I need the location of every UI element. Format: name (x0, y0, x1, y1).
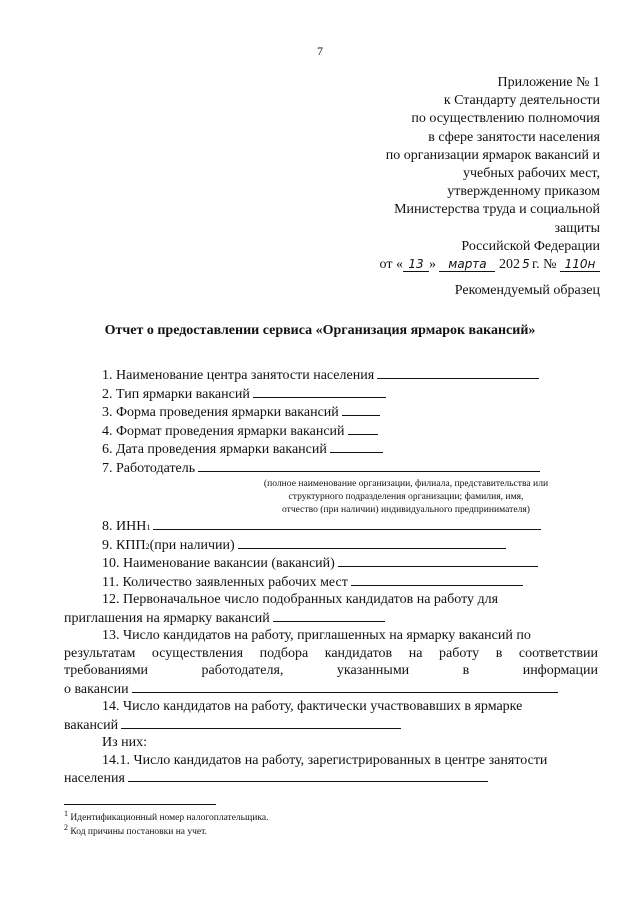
footnote-divider (64, 804, 216, 805)
report-form (64, 366, 598, 788)
form-item-label: населения (64, 771, 125, 786)
handwritten-order-number: 110н (560, 258, 600, 272)
blank-line (128, 769, 488, 782)
blank-line (121, 716, 401, 729)
form-item-14-line-1: 14. Число кандидатов на работу, фактически участвовавших в ярмарке (102, 699, 523, 714)
footnotes (64, 808, 269, 839)
appendix-line: Приложение № 1 (497, 75, 600, 90)
appendix-line: защиты (554, 220, 600, 236)
form-item-9: 9. КПП 2 (при наличии) (64, 536, 598, 555)
footnote-2 (64, 822, 268, 839)
form-item-label: 6. Дата проведения ярмарки вакансий (102, 442, 327, 457)
blank-line (348, 422, 378, 435)
order-year-prefix: 202 (498, 257, 520, 273)
form-item-6 (64, 440, 598, 459)
form-item-label: 7. Работодатель (102, 460, 196, 476)
order-close-quote: » (428, 257, 436, 273)
blank-line (351, 573, 523, 586)
blank-line (198, 459, 540, 472)
form-item-label: приглашения на ярмарку вакансий (64, 610, 270, 626)
appendix-line: учебных рабочих мест, (463, 166, 600, 182)
form-item-13-line-4 (64, 680, 598, 699)
form-item-label: 8. ИНН (102, 519, 147, 534)
blank-line (132, 680, 558, 693)
appendix-line: Министерства труда и социальной (394, 202, 600, 218)
form-item-4 (64, 422, 598, 441)
form-item-14-line-2 (64, 716, 598, 735)
form-item-label: 10. Наименование вакансии (вакансий) (102, 556, 335, 571)
form-item-label: 2. Тип ярмарки вакансий (102, 386, 250, 402)
blank-line (330, 440, 383, 453)
form-item-2 (64, 385, 598, 404)
blank-line (153, 517, 541, 530)
form-item-14-1-line-1: 14.1. Число кандидатов на работу, зарегистрированных в центре занятости (102, 752, 548, 768)
blank-line (238, 536, 506, 549)
appendix-line: в сфере занятости населения (428, 129, 600, 145)
form-item-12-line-1: 12. Первоначальное число подобранных кандидатов на работу для (102, 592, 499, 607)
handwritten-day: 13 (403, 258, 429, 272)
of-them-label: Из них: (102, 735, 148, 750)
footnote-1 (64, 808, 269, 825)
form-item-8: 8. ИНН 1 (64, 517, 598, 536)
form-item-label: 11. Количество заявленных рабочих мест (102, 574, 348, 590)
appendix-line: по осуществлению полномочия (411, 111, 600, 127)
form-item-label: 4. Формат проведения ярмарки вакансий (102, 423, 345, 439)
appendix-line: по организации ярмарок вакансий и (385, 147, 600, 163)
order-date-line (300, 256, 600, 274)
recommended-sample-label: Рекомендуемый образец (454, 283, 600, 298)
footnote-text: Код причины постановки на учет. (68, 827, 207, 837)
footnote-number: 1 (64, 808, 68, 818)
blank-line (342, 403, 380, 416)
form-item-label: вакансий (64, 717, 119, 733)
form-item-10 (64, 554, 598, 573)
page-number: 7 (317, 44, 323, 58)
appendix-line: Российской Федерации (461, 238, 600, 254)
employer-hint-line: (полное наименование организации, филиала, представительства или (263, 478, 549, 489)
order-prefix: от « (379, 257, 403, 273)
form-item-label: 1. Наименование центра занятости населения (102, 368, 375, 383)
appendix-line: утвержденному приказом (447, 184, 600, 200)
form-item-13-line-2: результатам осуществления подбора кандидатов на работу в соответствии (64, 645, 598, 661)
form-item-label-suffix: (при наличии) (149, 537, 235, 553)
appendix-header (300, 74, 600, 274)
appendix-line: к Стандарту деятельности (443, 93, 600, 109)
form-item-13-line-1: 13. Число кандидатов на работу, приглашенных на ярмарку вакансий по (102, 628, 531, 643)
handwritten-month: марта (439, 258, 495, 272)
order-year-suffix: г. № (531, 257, 557, 273)
footnote-text: Идентификационный номер налогоплательщика. (68, 813, 269, 823)
blank-line (273, 609, 385, 622)
report-title: Отчет о предоставлении сервиса «Организация ярмарок вакансий» (104, 323, 536, 338)
blank-line (338, 554, 538, 567)
footnote-number: 2 (64, 822, 68, 832)
form-item-1 (64, 366, 598, 385)
form-item-label: о вакансии (64, 681, 129, 697)
form-item-13-line-3: требованиями работодателя, указанными в информации (64, 663, 598, 678)
handwritten-year-digit: 5 (522, 257, 530, 272)
form-item-7 (64, 459, 598, 478)
employer-hint (64, 477, 598, 516)
blank-line (377, 366, 539, 379)
form-item-12-line-2 (64, 609, 598, 628)
form-item-label: 9. КПП (102, 537, 146, 553)
form-item-label: 3. Форма проведения ярмарки вакансий (102, 405, 339, 420)
blank-line (253, 385, 386, 398)
employer-hint-line: отчество (при наличии) индивидуального предпринимателя) (281, 504, 530, 515)
employer-hint-line: структурного подразделения организации; фамилия, имя, (288, 491, 524, 502)
form-item-3 (64, 403, 598, 422)
form-item-14-1-line-2 (64, 769, 598, 788)
form-item-11 (64, 573, 598, 592)
